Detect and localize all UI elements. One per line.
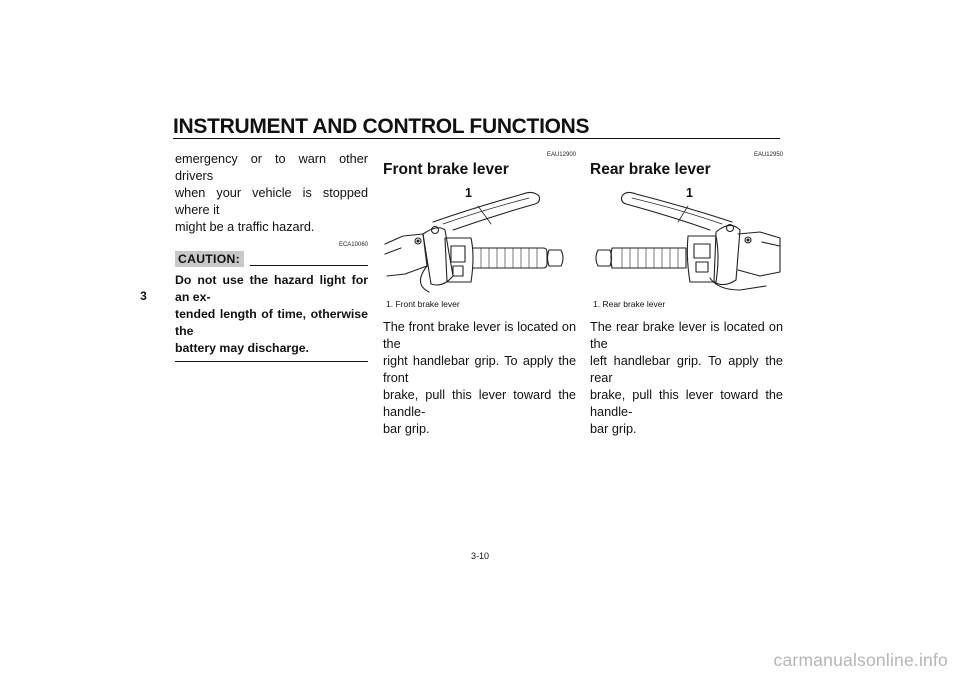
text-line: bar grip. xyxy=(590,422,637,436)
page-number: 3-10 xyxy=(470,551,489,561)
watermark: carmanualsonline.info xyxy=(773,650,948,670)
section-title: Rear brake lever xyxy=(590,161,711,178)
rear-brake-section xyxy=(590,151,783,438)
callout-number: 1 xyxy=(465,186,472,200)
section-body xyxy=(383,319,576,438)
caution-label: CAUTION: xyxy=(175,251,244,267)
text-line: The rear brake lever is located on the xyxy=(590,320,783,351)
text-line: left handlebar grip. To apply the rear xyxy=(590,354,783,385)
rear-brake-lever-drawing xyxy=(590,186,783,294)
caution-text xyxy=(175,272,368,357)
intro-text xyxy=(175,151,368,236)
text-line: brake, pull this lever toward the handle- xyxy=(590,388,783,419)
section-code: EAU12950 xyxy=(753,152,783,158)
chapter-tab: 3 xyxy=(140,289,147,303)
section-title: Front brake lever xyxy=(383,161,509,178)
caution-rule xyxy=(250,265,368,266)
text-line: tended length of time, otherwise the xyxy=(175,307,368,338)
left-column xyxy=(175,151,368,362)
caution-header xyxy=(175,251,368,267)
text-line: emergency or to warn other drivers xyxy=(175,152,368,183)
text-line: bar grip. xyxy=(383,422,430,436)
text-line: right handlebar grip. To apply the front xyxy=(383,354,576,385)
text-line: when your vehicle is stopped where it xyxy=(175,186,368,217)
callout-number: 1 xyxy=(686,186,693,200)
section-code: EAU12900 xyxy=(546,152,576,158)
figure-caption: 1. Front brake lever xyxy=(386,299,460,309)
caution-end-rule xyxy=(175,361,368,362)
rear-brake-illustration xyxy=(590,186,783,294)
text-line: brake, pull this lever toward the handle- xyxy=(383,388,576,419)
front-brake-illustration xyxy=(383,186,576,294)
figure-caption: 1. Rear brake lever xyxy=(593,299,666,309)
text-line: Do not use the hazard light for an ex- xyxy=(175,273,368,304)
front-brake-section xyxy=(383,151,576,438)
header-rule xyxy=(173,138,780,139)
caution-code: ECA10060 xyxy=(338,242,368,248)
text-line: battery may discharge. xyxy=(175,341,309,355)
page-header-title: INSTRUMENT AND CONTROL FUNCTIONS xyxy=(173,115,590,138)
section-body xyxy=(590,319,783,438)
text-line: might be a traffic hazard. xyxy=(175,220,315,234)
front-brake-lever-drawing xyxy=(383,186,576,294)
text-line: The front brake lever is located on the xyxy=(383,320,576,351)
